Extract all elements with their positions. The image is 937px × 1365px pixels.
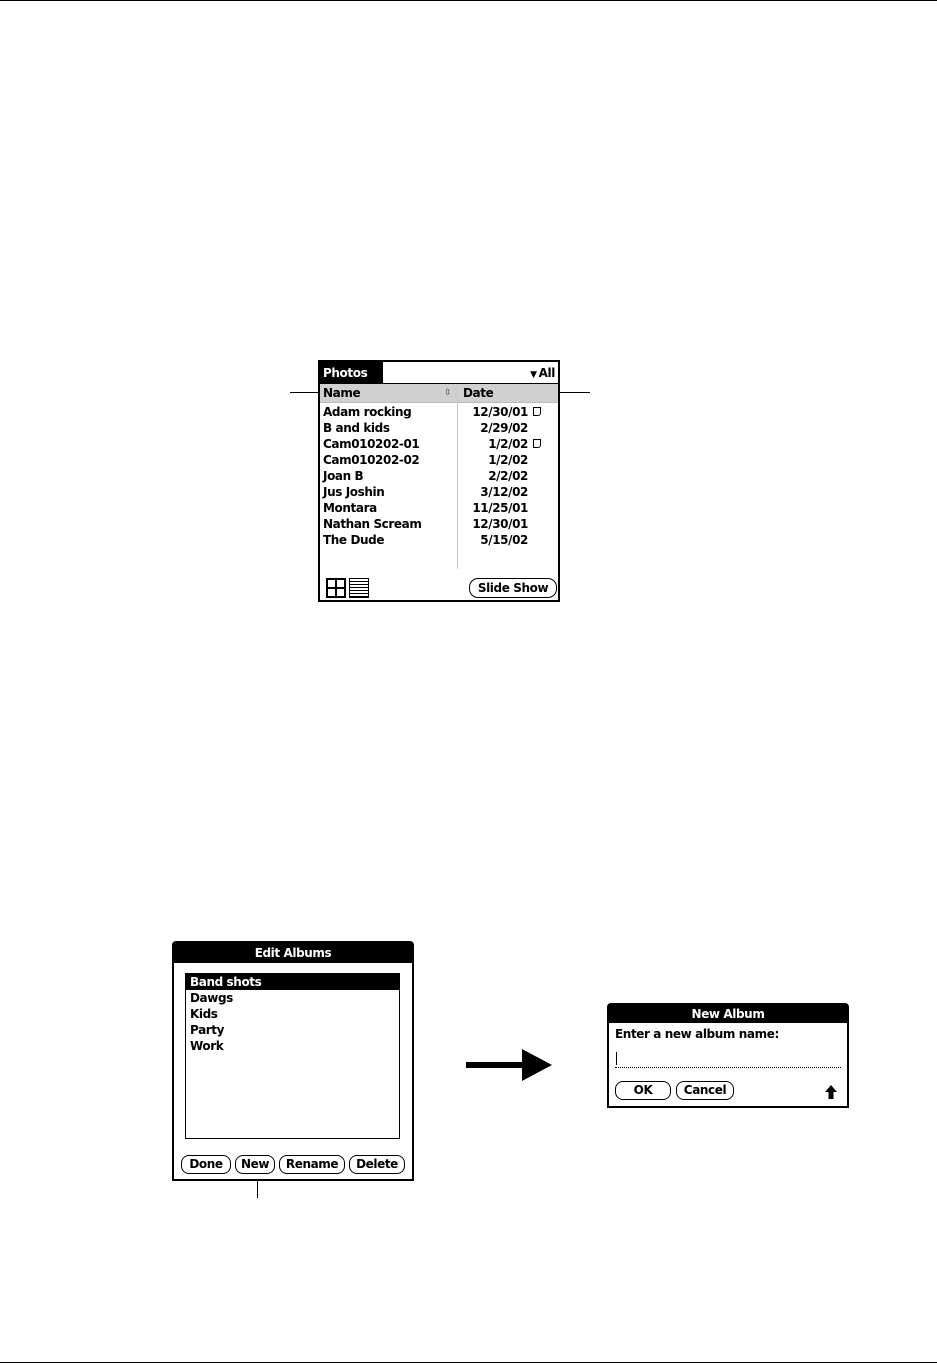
photos-title-bar	[320, 362, 558, 384]
new-album-prompt: Enter a new album name:	[615, 1027, 779, 1041]
list-item[interactable]	[320, 484, 558, 500]
photo-date: 11/25/01	[472, 501, 528, 515]
thumbnail-view-icon[interactable]	[326, 578, 346, 598]
album-list	[185, 973, 400, 1139]
list-item[interactable]	[320, 468, 558, 484]
photo-name: The Dude	[323, 533, 385, 547]
album-name-field[interactable]	[615, 1049, 841, 1068]
photo-date: 3/12/02	[480, 485, 528, 499]
callout-line-name	[290, 392, 319, 393]
list-item[interactable]	[320, 436, 558, 452]
callout-line-new-button	[257, 1180, 258, 1198]
right-arrow-icon	[466, 1062, 524, 1068]
category-picker[interactable]	[530, 364, 555, 382]
done-button[interactable]: Done	[181, 1155, 231, 1174]
shift-arrow-icon[interactable]	[825, 1085, 837, 1099]
photo-date: 1/2/02	[488, 453, 528, 467]
list-item[interactable]	[320, 404, 558, 420]
list-view-icon[interactable]	[349, 578, 369, 598]
delete-button[interactable]: Delete	[349, 1155, 405, 1174]
slide-show-button[interactable]: Slide Show	[469, 578, 557, 598]
list-item[interactable]	[320, 500, 558, 516]
album-item-work[interactable]: Work	[190, 1039, 224, 1053]
new-album-title: New Album	[609, 1005, 847, 1023]
photo-date: 12/30/01	[472, 405, 528, 419]
photo-date: 2/29/02	[480, 421, 528, 435]
album-item-kids[interactable]: Kids	[190, 1007, 218, 1021]
rename-button[interactable]: Rename	[279, 1155, 345, 1174]
photo-name: Montara	[323, 501, 377, 515]
list-item[interactable]	[320, 532, 558, 548]
album-item-party[interactable]: Party	[190, 1023, 225, 1037]
photo-name: Adam rocking	[323, 405, 412, 419]
album-item-band-shots[interactable]: Band shots	[186, 974, 399, 990]
note-icon[interactable]	[533, 439, 541, 448]
photo-date: 5/15/02	[480, 533, 528, 547]
cancel-button[interactable]: Cancel	[676, 1081, 734, 1100]
page-bottom-rule	[0, 1362, 937, 1363]
right-arrow-head	[522, 1049, 552, 1081]
name-column-header[interactable]: Name	[323, 386, 361, 400]
dropdown-triangle-icon: ▼	[530, 370, 537, 380]
text-cursor	[616, 1052, 617, 1065]
date-column-header[interactable]: Date	[463, 386, 494, 400]
list-item[interactable]	[320, 516, 558, 532]
ok-button[interactable]: OK	[615, 1081, 671, 1100]
sort-icon[interactable]: ⇳	[444, 388, 452, 398]
page-top-rule	[0, 0, 937, 1]
photo-name: Joan B	[323, 469, 364, 483]
new-album-dialog	[607, 1003, 849, 1108]
callout-line-date	[559, 392, 590, 393]
app-title: Photos	[320, 362, 383, 383]
edit-albums-title: Edit Albums	[174, 943, 412, 963]
photo-list	[320, 404, 558, 548]
photo-name: Jus Joshin	[323, 485, 385, 499]
photo-date: 2/2/02	[488, 469, 528, 483]
new-button[interactable]: New	[235, 1155, 275, 1174]
photo-date: 1/2/02	[488, 437, 528, 451]
photo-name: Nathan Scream	[323, 517, 422, 531]
photo-name: Cam010202-01	[323, 437, 420, 451]
list-item[interactable]	[320, 420, 558, 436]
photo-name: B and kids	[323, 421, 390, 435]
list-item[interactable]	[320, 452, 558, 468]
category-label: All	[538, 366, 555, 380]
column-header-row	[320, 384, 558, 403]
note-icon[interactable]	[533, 407, 541, 416]
album-item-dawgs[interactable]: Dawgs	[190, 991, 233, 1005]
photo-name: Cam010202-02	[323, 453, 420, 467]
edit-albums-dialog	[172, 941, 414, 1181]
photos-list-screen	[318, 360, 560, 602]
photo-date: 12/30/01	[472, 517, 528, 531]
